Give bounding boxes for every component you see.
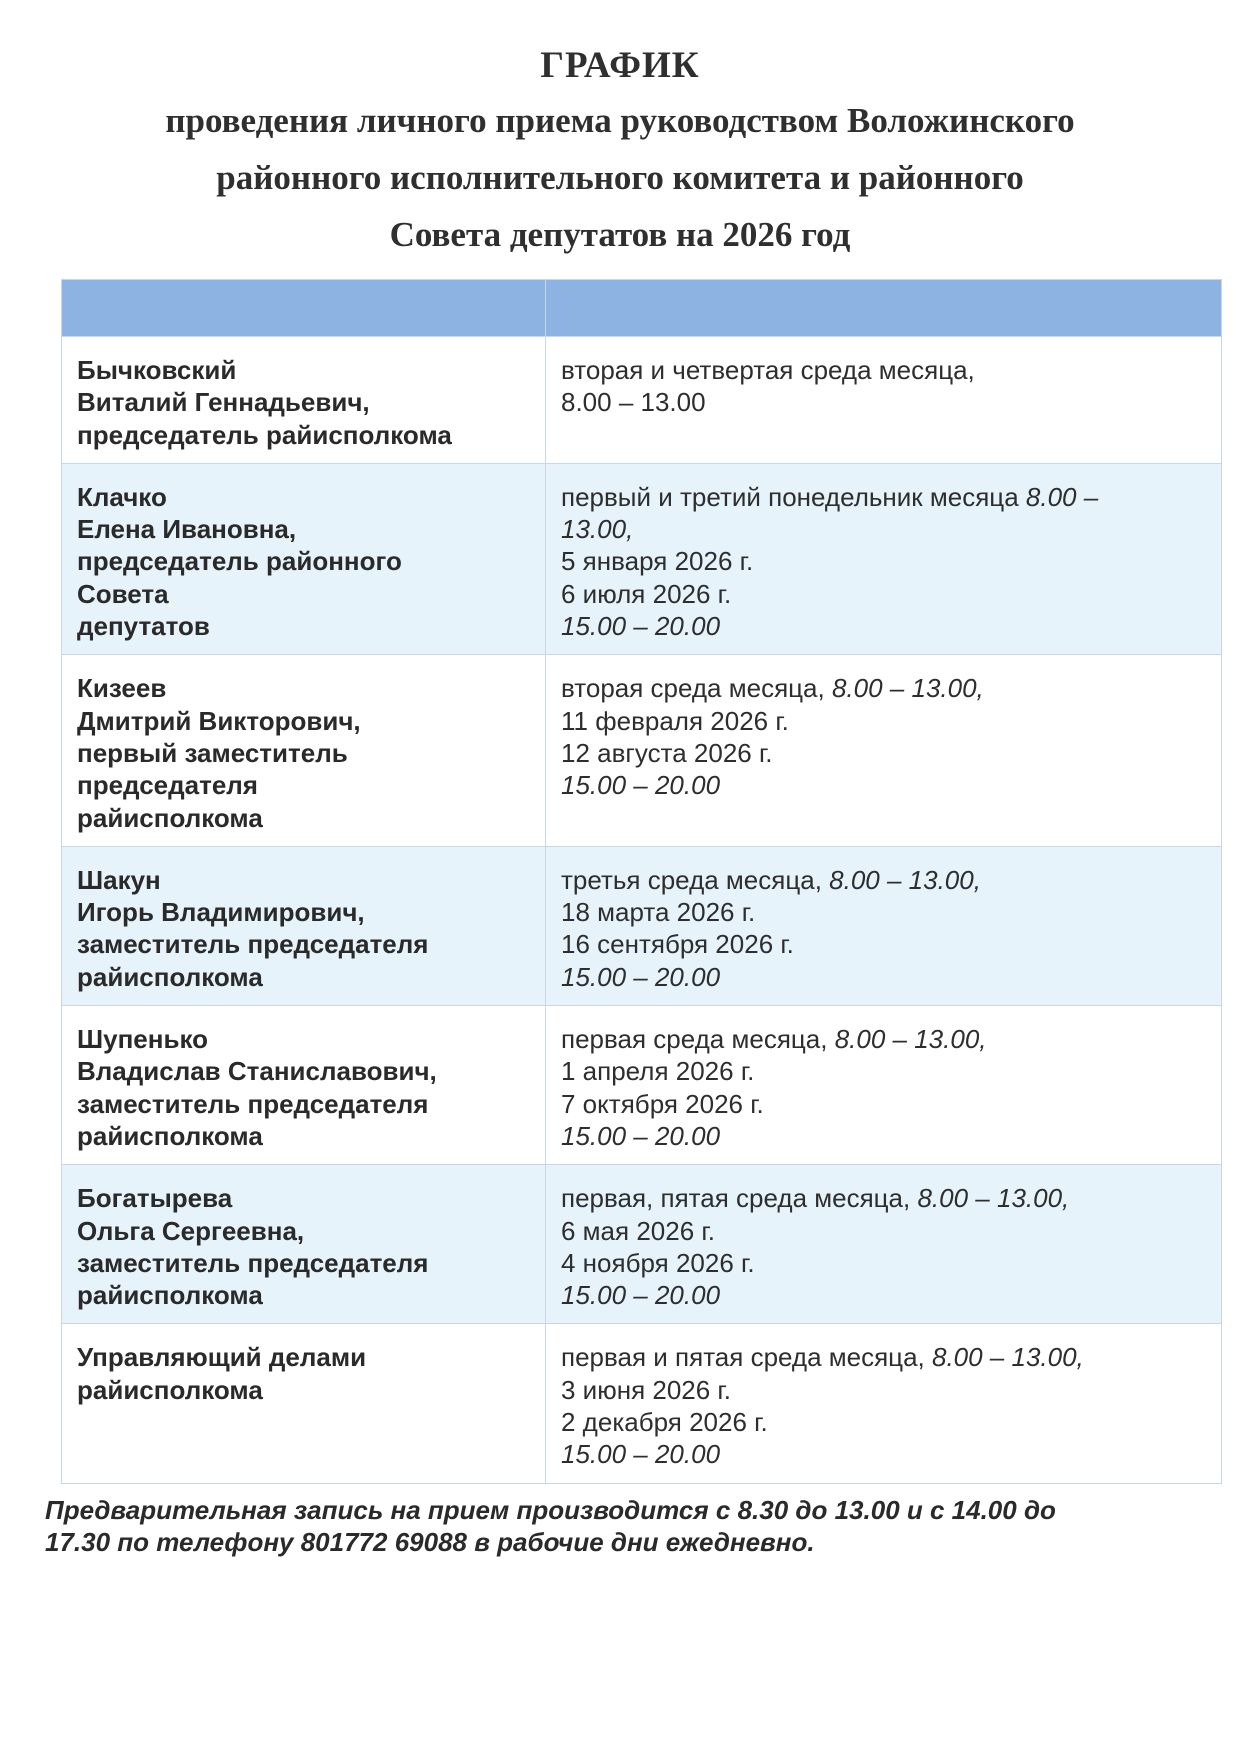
schedule-text: 6 мая 2026 г. (561, 1215, 715, 1246)
official-cell (62, 655, 546, 846)
official-line: Совета (77, 578, 169, 609)
table-header-cell-person (62, 280, 546, 337)
table-body (62, 337, 1222, 1484)
official-line: райисполкома (77, 961, 263, 992)
official-line: председатель райисполкома (77, 419, 452, 450)
schedule-text: 18 марта 2026 г. (561, 897, 756, 928)
document-subtitle-line-1: проведения личного приема руководством Воложинского (165, 101, 1075, 140)
schedule-line (561, 1055, 1206, 1087)
schedule-text: 12 августа 2026 г. (561, 737, 773, 768)
table-row (62, 655, 1222, 846)
schedule-line (561, 672, 1206, 704)
schedule-time-text: 15.00 – 20.00 (561, 611, 721, 642)
schedule-text: 8.00 – 13.00 (561, 387, 706, 418)
official-line: первый заместитель (77, 737, 348, 768)
schedule-line (561, 1120, 1206, 1152)
official-cell (62, 337, 546, 464)
official-line: Шупенько (77, 1024, 208, 1055)
schedule-time-text: 15.00 – 20.00 (561, 770, 721, 801)
schedule-line (561, 1341, 1206, 1373)
schedule-time-text: 15.00 – 20.00 (561, 1439, 721, 1470)
official-line: Елена Ивановна, (77, 514, 297, 545)
official-line: райисполкома (77, 802, 263, 833)
schedule-time-text: 8.00 – 13.00, (931, 1342, 1084, 1373)
schedule-text: первая, пятая среда месяца, (561, 1183, 918, 1214)
schedule-line (561, 705, 1206, 737)
official-line: Ольга Сергеевна, (77, 1215, 305, 1246)
schedule-time-text: 15.00 – 20.00 (561, 1120, 721, 1151)
document-title: ГРАФИК (540, 45, 700, 86)
official-line: депутатов (77, 611, 210, 642)
official-line: председателя (77, 770, 258, 801)
document-subtitle-line-3: Совета депутатов на 2026 год (389, 215, 851, 254)
schedule-text: 7 октября 2026 г. (561, 1088, 764, 1119)
schedule-text: 6 июля 2026 г. (561, 578, 732, 609)
schedule-line (561, 354, 1206, 386)
official-line: Богатырева (77, 1183, 233, 1214)
schedule-line (561, 1438, 1206, 1470)
schedule-line (561, 545, 1206, 577)
schedule-line (561, 1023, 1206, 1055)
schedule-cell (546, 655, 1222, 846)
schedule-line (561, 1279, 1206, 1311)
official-line: заместитель председателя (77, 1088, 429, 1119)
table-row (62, 1165, 1222, 1324)
schedule-line (561, 769, 1206, 801)
schedule-line (561, 1215, 1206, 1247)
schedule-text: первая среда месяца, (561, 1024, 835, 1055)
table-row (62, 463, 1222, 654)
schedule-cell (546, 1165, 1222, 1324)
schedule-text: третья среда месяца, (561, 864, 830, 895)
schedule-cell (546, 463, 1222, 654)
official-line: Управляющий делами (77, 1342, 367, 1373)
official-line: Владислав Станиславович, (77, 1056, 437, 1087)
schedule-text: 1 апреля 2026 г. (561, 1056, 755, 1087)
table-row (62, 846, 1222, 1005)
schedule-line (561, 737, 1206, 769)
schedule-time-text: 15.00 – 20.00 (561, 961, 721, 992)
official-cell (62, 1006, 546, 1165)
schedule-text: 4 ноября 2026 г. (561, 1247, 755, 1278)
table-header-row (62, 280, 1222, 337)
schedule-text: 2 декабря 2026 г. (561, 1407, 768, 1438)
table-header-cell-schedule (546, 280, 1222, 337)
official-line: заместитель председателя (77, 1247, 429, 1278)
document-subtitle-line-2: районного исполнительного комитета и районного (216, 158, 1024, 197)
official-cell (62, 1324, 546, 1483)
schedule-text: вторая среда месяца, (561, 673, 832, 704)
schedule-text: первый и третий понедельник месяца (561, 481, 1026, 512)
official-line: райисполкома (77, 1280, 263, 1311)
schedule-line (561, 1182, 1206, 1214)
official-cell (62, 846, 546, 1005)
schedule-line (561, 961, 1206, 993)
schedule-cell (546, 337, 1222, 464)
appointment-note-line-1: Предварительная запись на прием производится с 8.30 до 13.00 и с 14.00 до (45, 1495, 1056, 1525)
official-line: Шакун (77, 864, 161, 895)
official-line: заместитель председателя (77, 929, 429, 960)
table-row (62, 337, 1222, 464)
official-line: Бычковский (77, 355, 237, 385)
schedule-text: 3 июня 2026 г. (561, 1374, 731, 1405)
schedule-text: 5 января 2026 г. (561, 546, 754, 577)
appointment-note (45, 1494, 1195, 1558)
schedule-text: вторая и четвертая среда месяца, (561, 355, 975, 385)
schedule-cell (546, 1324, 1222, 1483)
schedule-line (561, 1247, 1206, 1279)
official-cell (62, 1165, 546, 1324)
official-line: райисполкома (77, 1120, 263, 1151)
official-line: Виталий Геннадьевич, (77, 387, 370, 418)
schedule-text: первая и пятая среда месяца, (561, 1342, 932, 1373)
official-line: Клачко (77, 481, 167, 512)
official-line: председатель районного (77, 546, 402, 577)
schedule-line (561, 864, 1206, 896)
schedule-line (561, 578, 1206, 610)
schedule-time-text: 8.00 – (1025, 481, 1099, 512)
official-line: Кизеев (77, 673, 167, 704)
document-heading (60, 40, 1180, 263)
schedule-cell (546, 846, 1222, 1005)
table-row (62, 1324, 1222, 1483)
appointment-note-line-2: 17.30 по телефону 801772 69088 в рабочие дни ежедневно. (45, 1527, 815, 1557)
schedule-text: 11 февраля 2026 г. (561, 705, 789, 736)
schedule-line (561, 896, 1206, 928)
schedule-line (561, 481, 1206, 513)
official-line: райисполкома (77, 1374, 263, 1405)
schedule-line (561, 1406, 1206, 1438)
schedule-line (561, 1088, 1206, 1120)
schedule-line (561, 513, 1206, 545)
schedule-line (561, 1374, 1206, 1406)
schedule-text: 16 сентября 2026 г. (561, 929, 794, 960)
schedule-time-text: 8.00 – 13.00, (829, 864, 981, 895)
schedule-time-text: 8.00 – 13.00, (831, 673, 984, 704)
official-line: Дмитрий Викторович, (77, 705, 361, 736)
schedule-time-text: 13.00, (561, 514, 634, 545)
official-cell (62, 463, 546, 654)
schedule-time-text: 8.00 – 13.00, (917, 1183, 1070, 1214)
schedule-line (561, 610, 1206, 642)
schedule-line (561, 928, 1206, 960)
reception-schedule-table (61, 279, 1222, 1484)
official-line: Игорь Владимирович, (77, 897, 365, 928)
schedule-line (561, 386, 1206, 418)
schedule-time-text: 15.00 – 20.00 (561, 1280, 721, 1311)
table-row (62, 1006, 1222, 1165)
schedule-cell (546, 1006, 1222, 1165)
schedule-time-text: 8.00 – 13.00, (834, 1024, 987, 1055)
